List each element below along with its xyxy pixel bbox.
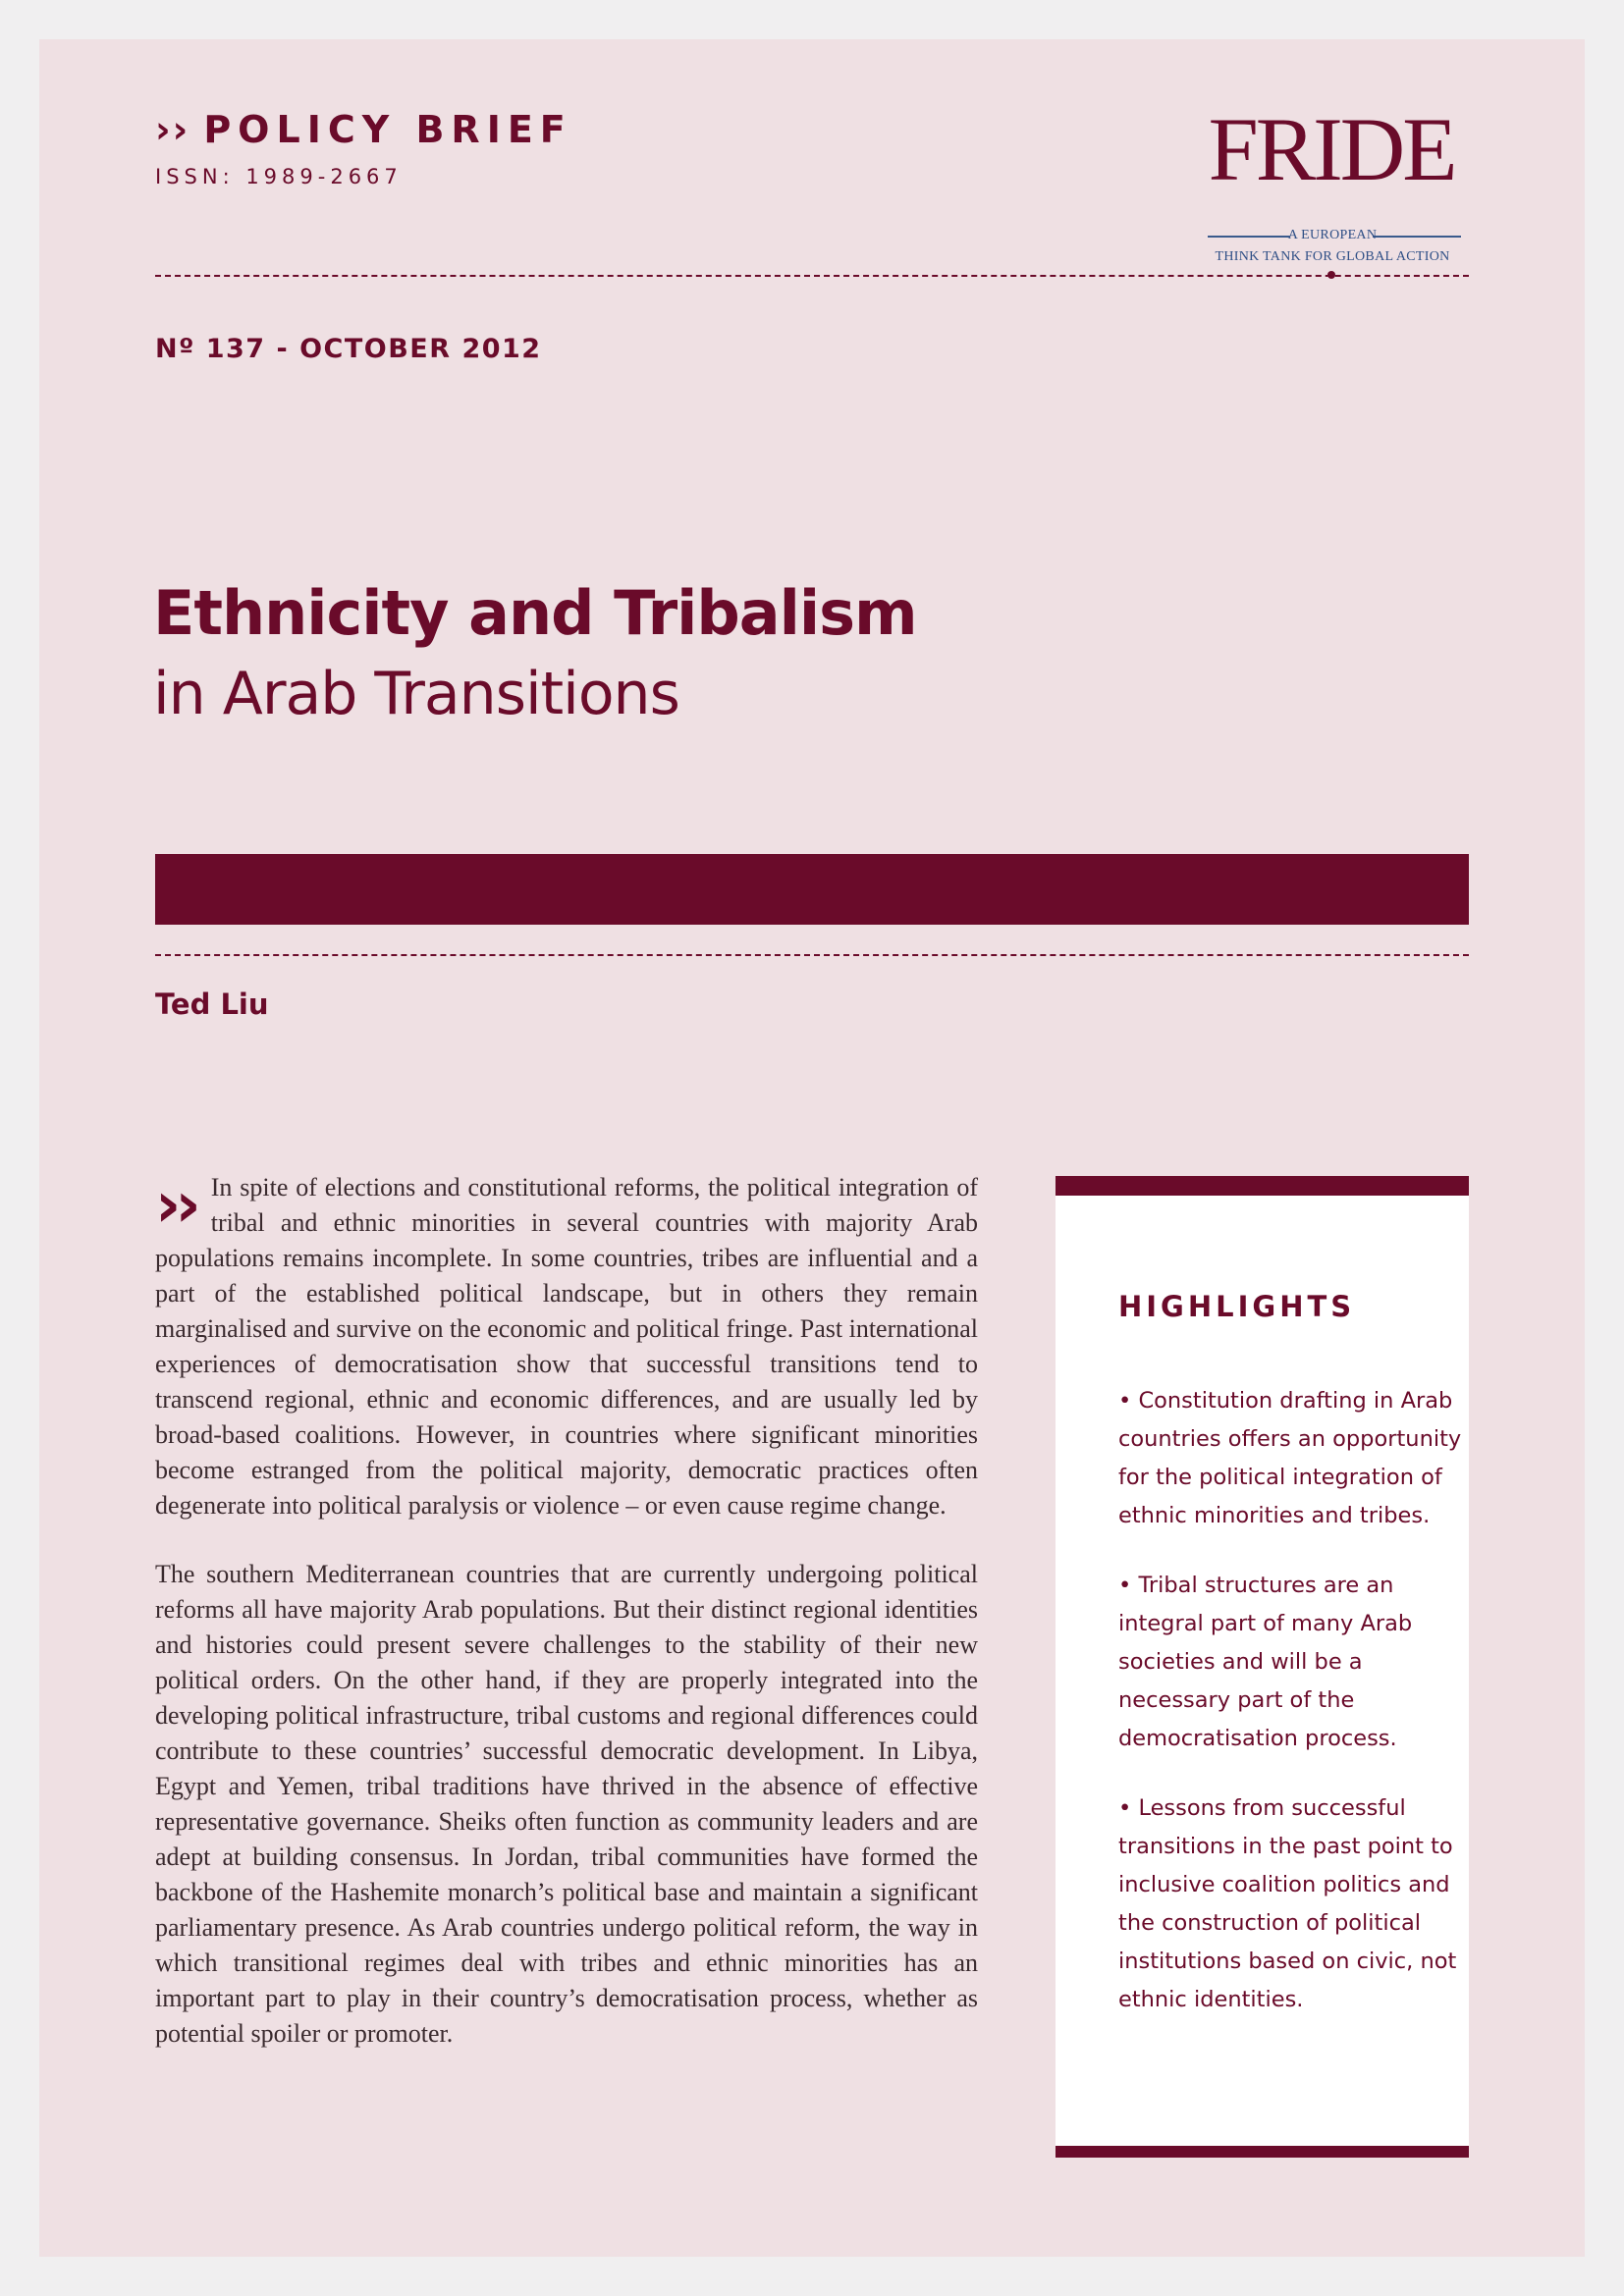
logo-tagline-1: A EUROPEAN bbox=[1287, 228, 1378, 242]
header-divider bbox=[155, 275, 1469, 277]
issue-number: Nº 137 - OCTOBER 2012 bbox=[155, 334, 542, 364]
body-paragraph-text: In spite of elections and constitutional reforms, the political integration of tribal and ethnic minorities in several countries with majority Arab populations remains incomplete. In some countries, tribes are influential and a part of the established political landscape, but in others they remain marginalised and survive on the economic and political fringe. Past international experiences of democratisation show that successful transitions tend to transcend regional, ethnic and economic differences, and are usually led by broad-based coalitions. However, in countries where significant minorities become estranged from the political majority, democratic practices often degenerate into political paralysis or violence – or even cause regime change. bbox=[155, 1173, 978, 1520]
logo-tagline-2: THINK TANK FOR GLOBAL ACTION bbox=[1215, 249, 1450, 264]
title-line-2: in Arab Transitions bbox=[153, 660, 679, 728]
highlights-box bbox=[1056, 1176, 1469, 2158]
series-label-text: POLICY BRIEF bbox=[203, 108, 572, 151]
title-line-1: Ethnicity and Tribalism bbox=[153, 577, 917, 649]
body-text bbox=[155, 1170, 978, 2085]
highlight-item: • Constitution drafting in Arab countries offers an opportunity for the political integration of ethnic minorities and tribes. bbox=[1118, 1382, 1462, 1535]
highlight-item: • Tribal structures are an integral part of many Arab societies and will be a necessary part of the democratisation process. bbox=[1118, 1567, 1462, 1758]
logo-wordmark: FRIDE bbox=[1208, 99, 1455, 199]
series-label bbox=[155, 108, 572, 151]
chevron-double-right-icon: ›› bbox=[155, 108, 190, 151]
fride-logo bbox=[1204, 100, 1528, 287]
body-paragraph: The southern Mediterranean countries that are currently undergoing political reforms all have majority Arab populations. But their distinct regional identities and histories could present severe challenges to the stability of their new political orders. On the other hand, if they are properly integrated into the developing political infrastructure, tribal customs and regional differences could contribute to these countries’ successful democratic development. In Libya, Egypt and Yemen, tribal traditions have thrived in the absence of effective representative governance. Sheiks often function as community leaders and are adept at building consensus. In Jordan, tribal communities have formed the backbone of the Hashemite monarch’s political base and maintain a significant parliamentary presence. As Arab countries undergo political reform, the way in which transitional regimes deal with tribes and ethnic minorities has an important part to play in their country’s democratisation process, whether as potential spoiler or promoter. bbox=[155, 1560, 978, 2048]
highlight-item: • Lessons from successful transitions in the past point to inclusive coalition politics and the construction of political institutions based on civic, not ethnic identities. bbox=[1118, 1789, 1462, 2019]
author-name: Ted Liu bbox=[155, 988, 269, 1021]
issn: ISSN: 1989-2667 bbox=[155, 165, 403, 188]
author-divider bbox=[155, 954, 1469, 956]
highlights-list bbox=[1118, 1382, 1462, 2051]
page bbox=[39, 39, 1585, 2257]
highlights-heading: HIGHLIGHTS bbox=[1118, 1290, 1356, 1323]
body-paragraph bbox=[155, 1170, 978, 1523]
title-band bbox=[155, 854, 1469, 925]
chevron-drop-icon: ›› bbox=[155, 1169, 195, 1242]
